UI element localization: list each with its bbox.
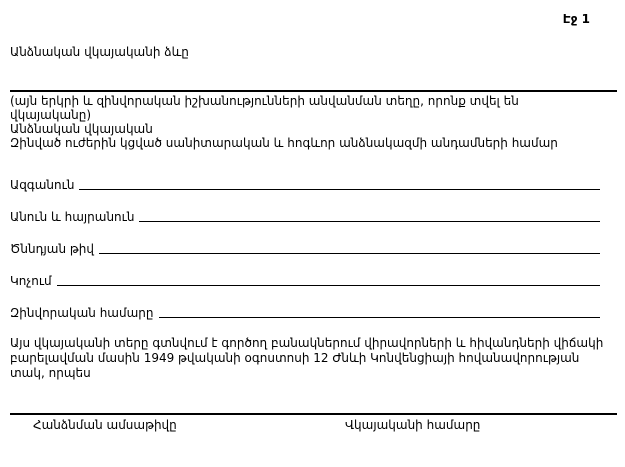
certificate-number-caption: Վկայականի համարը xyxy=(345,418,481,432)
field-rank-fill-line[interactable] xyxy=(57,273,600,286)
field-name-patronymic-label: Անուն և հայրանուն xyxy=(10,210,135,224)
field-birth-date-fill-line[interactable] xyxy=(99,241,600,254)
field-military-number xyxy=(10,304,617,320)
form-fields xyxy=(10,176,617,320)
field-rank xyxy=(10,272,617,288)
field-rank-label: Կոչում xyxy=(10,274,52,288)
declaration-line3: տակ, որպես xyxy=(10,366,91,380)
page-number: Էջ 1 xyxy=(562,12,590,26)
field-surname-fill-line[interactable] xyxy=(79,177,600,190)
field-military-number-fill-line[interactable] xyxy=(159,305,601,318)
field-military-number-label: Զինվորական համարը xyxy=(10,306,154,320)
declaration-line2: բարելավման մասին 1949 թվականի օգոստոսի 12 Ժնևի Կոնվենցիայի հովանավորության xyxy=(10,351,580,365)
field-name-patronymic xyxy=(10,208,617,224)
form-subtitle-note: Զինված ուժերին կցված սանիտարական և հոգևոր անձնակազմի անդամների համար xyxy=(10,136,558,150)
declaration-line1: Այս վկայականի տերը գտնվում է գործող բանակներում վիրավորների և հիվանդների վիճակի xyxy=(10,336,604,350)
issuer-note-line2: վկայականը) xyxy=(10,108,92,122)
form-subtitle: Անձնական վկայական xyxy=(10,122,153,136)
issuer-note-line1: (այն երկրի և զինվորական իշխանությունների անվանման տեղը, որոնք տվել են xyxy=(10,94,519,108)
issue-date-caption: Հանձնման ամսաթիվը xyxy=(33,418,177,432)
signature-captions xyxy=(10,418,617,434)
header-text-block xyxy=(10,92,617,150)
field-surname xyxy=(10,176,617,192)
field-surname-label: Ազգանուն xyxy=(10,178,75,192)
field-birth-date-label: Ծննդյան թիվ xyxy=(10,242,94,256)
field-birth-date xyxy=(10,240,617,256)
signature-write-line[interactable] xyxy=(10,413,617,415)
field-name-patronymic-fill-line[interactable] xyxy=(139,209,600,222)
form-title: Անձնական վկայականի ձևը xyxy=(10,45,189,59)
declaration-paragraph xyxy=(10,336,617,381)
